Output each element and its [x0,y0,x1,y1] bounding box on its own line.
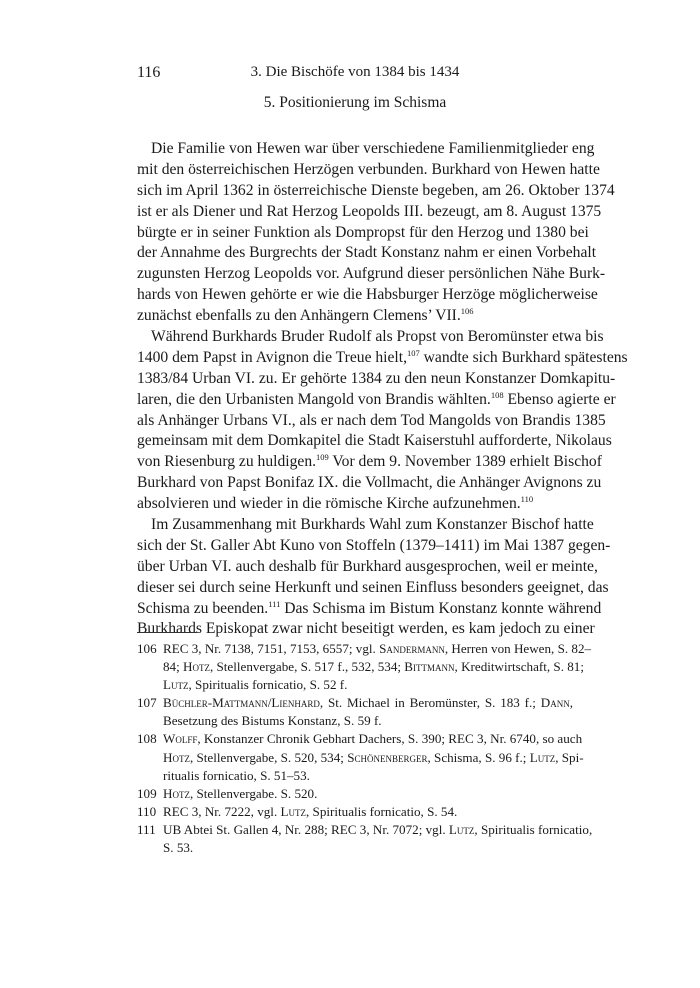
body-text-run: Schisma zu beenden. [137,599,269,617]
footnote [137,803,573,821]
body-text-run: Das Schisma im Bistum Konstanz konnte während [280,599,602,617]
footnote-run: , Herren von Hewen, S. 82– [444,641,592,656]
body-line: ist er als Diener und Rat Herzog Leopolds III. bezeugt, am 8. August 1375 [137,202,602,220]
footnote-text [163,730,583,748]
footnote-ref[interactable]: 110 [520,494,534,505]
body-line: sich der St. Galler Abt Kuno von Stoffeln (1379–1411) im Mai 1387 gegen- [137,536,611,554]
footnote-continuation [137,767,573,785]
body-text-run: zunächst ebenfalls zu den Anhängern Clemens’ VII. [137,307,461,325]
body-line: Im Zusammenhang mit Burkhards Wahl zum Konstanzer Bischof hatte [151,516,594,534]
footnote [137,785,573,803]
body-line: dieser sei durch seine Herkunft und seinen Einfluss besonders geeignet, das [137,578,609,596]
footnote-ref[interactable]: 106 [460,306,474,317]
footnotes [137,640,593,857]
footnote-number: 106 [137,641,157,656]
footnote-number: 109 [137,785,157,801]
footnote-run: , Spiritualis fornicatio, S. 52 f. [188,677,348,693]
author-name: Dann [540,695,570,711]
author-name: Hotz [163,749,190,765]
footnote-run: , Kreditwirtschaft, S. 81; [454,659,584,675]
footnote-run: , St. Michael in Beromünster, S. 183 f.; [319,695,541,711]
footnote-run: , Stellenvergabe. S. 520. [189,785,318,801]
footnote-text [163,658,584,676]
body-line: Die Familie von Hewen war über verschiedene Familienmitglieder eng [151,140,595,157]
body-text-run: Ebenso agierte er [503,390,616,408]
footnote-text: S. 53. [163,840,194,856]
body-line: mit den österreichischen Herzögen verbunden. Burkhard von Hewen hatte [137,160,600,178]
body-line [137,598,602,620]
footnote [137,640,592,658]
footnote-run: , [569,695,573,711]
footnote-continuation [137,658,584,676]
body-text [137,139,628,640]
body-line: bürgte er in seiner Funktion als Dompropst für den Herzog und 1380 bei [137,223,589,241]
footnote-continuation [137,839,573,857]
author-name: Lutz [448,821,475,837]
author-name: Wolff [163,731,198,747]
footnote-text [163,640,592,658]
footnote-text: Besetzung des Bistums Konstanz, S. 59 f. [163,713,382,729]
body-text-run: laren, die den Urbanisten Mangold von Brandis wählten. [137,390,491,408]
body-text-run: wandte sich Burkhard spätestens [419,348,628,366]
footnote-continuation [137,749,584,767]
author-name: Hotz [183,659,210,675]
footnote-run: REC 3, Nr. 7138, 7151, 7153, 6557; vgl. [163,641,380,656]
footnote [137,821,593,839]
footnote-run: , Schisma, S. 96 f.; [427,749,530,765]
body-line: Während Burkhards Bruder Rudolf als Propst von Beromünster etwa bis [151,328,604,346]
body-line: zugunsten Herzog Leopolds vor. Aufgrund dieser persönlichen Nähe Burk- [137,265,606,283]
footnote-run: REC 3, Nr. 7222, vgl. [163,803,281,819]
footnote-run: , Stellenvergabe, S. 517 f., 532, 534; [209,659,405,675]
section-title: 5. Positionierung im Schisma [263,94,447,111]
body-line: über Urban VI. auch deshalb für Burkhard ausgesprochen, weil er meinte, [137,557,598,575]
footnote-run: 84; [163,659,184,675]
footnote-text [163,821,593,839]
body-line: gemeinsam mit dem Domkapitel die Stadt Kaiserstuhl aufforderte, Nikolaus [137,432,612,450]
footnote-ref[interactable]: 111 [268,598,281,609]
footnote-continuation [137,712,573,730]
body-text-run: von Riesenburg zu huldigen. [137,453,317,471]
footnote-number: 107 [137,695,157,711]
footnote-text [163,676,573,694]
footnote-text [163,694,573,712]
footnote-run: , Spi- [555,749,584,765]
footnote-text [163,785,573,803]
body-line [137,306,573,327]
footnote [137,694,573,712]
body-text-run: 1400 dem Papst in Avignon die Treue hielt, [137,348,407,366]
footnote-text [163,749,584,767]
author-name: Sandermann [379,641,445,656]
footnote-ref[interactable]: 108 [490,389,504,400]
footnote-continuation [137,676,573,694]
footnote-run: , Konstanzer Chronik Gebhart Dachers, S. 390; REC 3, Nr. 6740, so auch [197,731,583,747]
footnote-ref[interactable]: 107 [407,347,420,358]
body-text-run: Vor dem 9. November 1389 erhielt Bischof [328,453,602,471]
footnote-text: ritualis fornicatio, S. 51–53. [163,767,310,783]
running-head: 3. Die Bischöfe von 1384 bis 1434 [250,64,460,80]
footnote-ref[interactable]: 109 [316,452,329,463]
body-text-run: absolvieren und wieder in die römische Kirche aufzunehmen. [137,495,521,513]
author-name: Lutz [529,749,556,765]
body-line: der Annahme des Burgrechts der Stadt Konstanz nahm er einen Vorbehalt [137,244,597,262]
body-line: Burkhards Episkopat zwar nicht beseitigt werden, es kam jedoch zu einer [137,620,595,638]
body-line [137,494,573,515]
footnote-number: 111 [137,821,156,837]
page-header [137,64,573,84]
author-name: Büchler-Mattmann/Lienhard [163,695,320,711]
body-line [137,389,616,411]
footnote-run: , Spiritualis fornicatio, [474,821,593,837]
footnote [137,730,583,748]
footnote-run: UB Abtei St. Gallen 4, Nr. 288; REC 3, Nr. 7072; vgl. [163,821,449,837]
body-line: als Anhänger Urbans VI., als er nach dem Tod Mangolds von Brandis 1385 [137,411,606,429]
body-line [137,347,628,369]
footnote-number: 108 [137,731,157,747]
footnote-run: , Spiritualis fornicatio, S. 54. [306,803,458,819]
body-line: 1383/84 Urban VI. zu. Er gehörte 1384 zu den neun Konstanzer Domkapitu- [137,369,616,387]
body-line: Burkhard von Papst Bonifaz IX. die Vollmacht, die Anhänger Avignons zu [137,474,602,492]
body-line: hards von Hewen gehörte er wie die Habsburger Herzöge möglicherweise [137,286,598,304]
footnote-divider [137,632,197,633]
author-name: Lutz [163,677,189,693]
footnote-run: , Stellenvergabe, S. 520, 534; [189,749,348,765]
footnote-number: 110 [137,803,157,819]
page-number: 116 [137,64,161,81]
author-name: Lutz [280,803,306,819]
author-name: Hotz [163,785,190,801]
body-line: sich im April 1362 in österreichische Dienste begeben, am 26. Oktober 1374 [137,181,615,199]
body-line [137,452,602,473]
author-name: Schönenberger [347,749,428,765]
footnote-text [163,803,573,821]
author-name: Bittmann [404,659,455,675]
